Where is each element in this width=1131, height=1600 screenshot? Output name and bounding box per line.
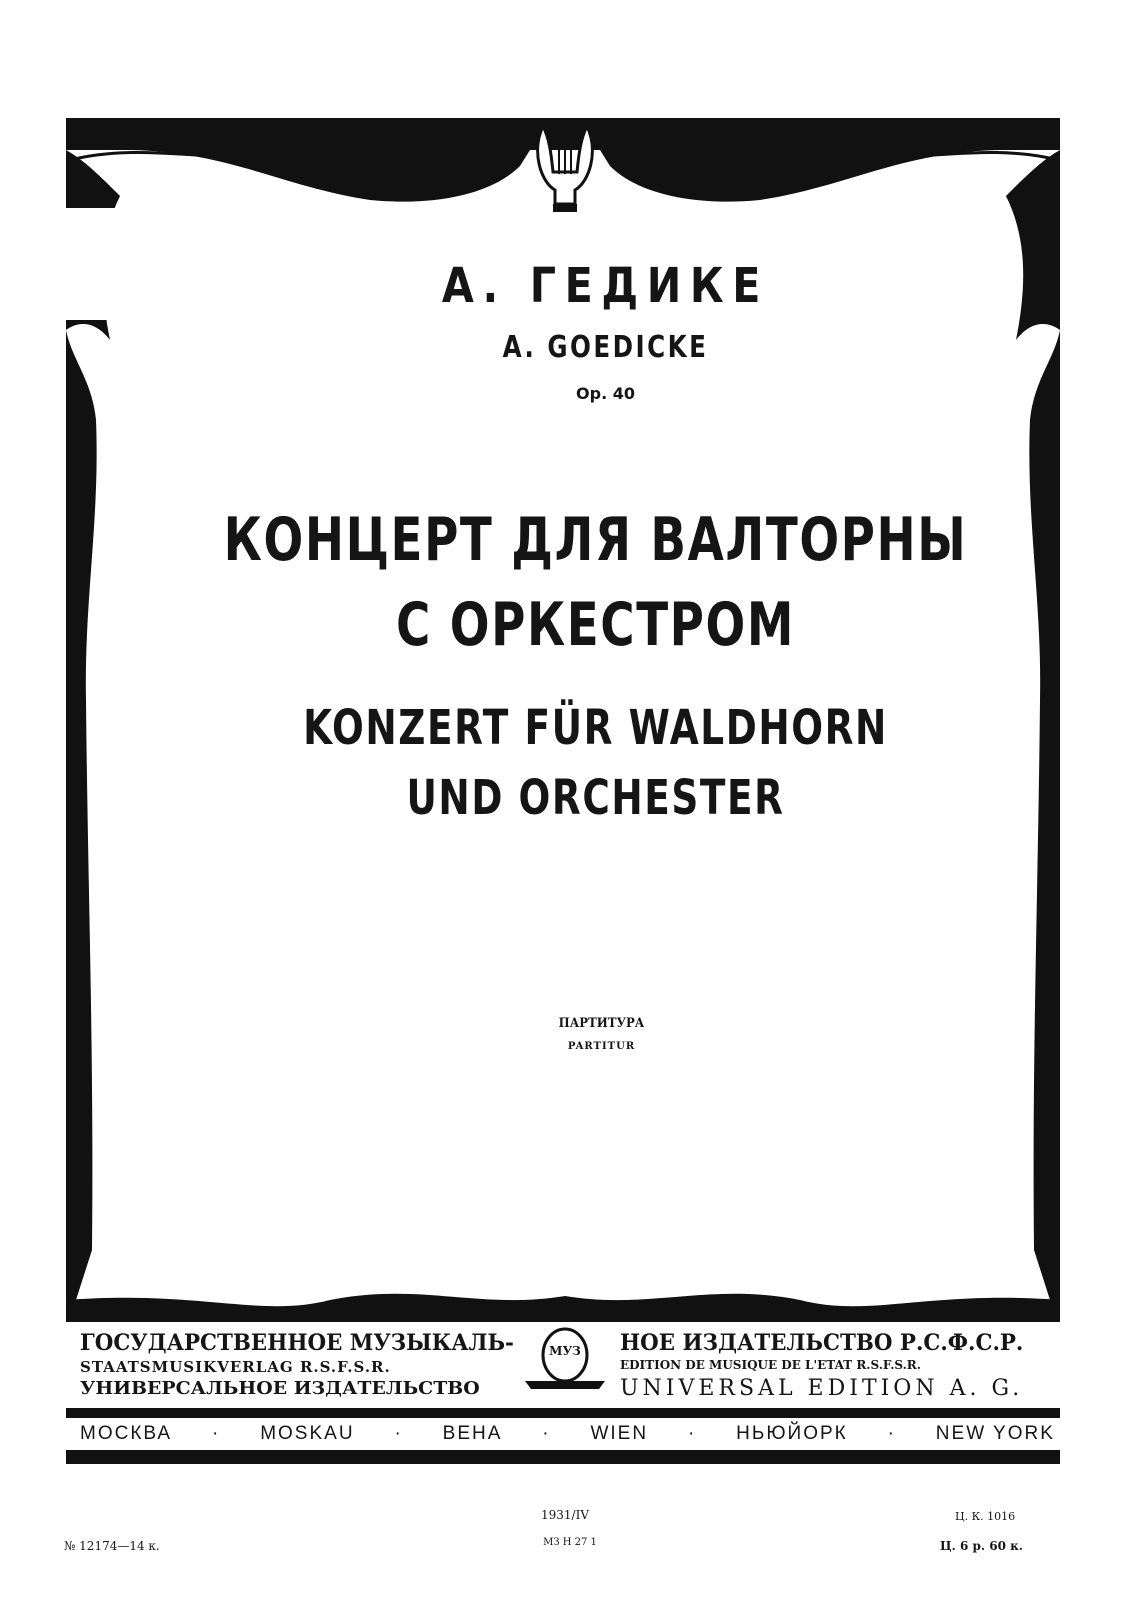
catalog-code: МЗ Н 27 1 [543,1537,597,1548]
price: Ц. 6 р. 60 к. [940,1539,1023,1553]
price-code: Ц. К. 1016 [955,1510,1016,1523]
score-label-ru: ПАРТИТУРА [558,1016,645,1031]
city-newyork-en: NEW YORK [935,1423,1055,1444]
publisher-fr-right: EDITION DE MUSIQUE DE L'ETAT R.S.F.S.R. [620,1358,921,1372]
city-moscow-ru: МОСКВА [80,1423,173,1444]
opus-number: Ор. 40 [576,384,635,403]
publisher-logo-icon [525,1329,605,1389]
publication-date: 1931/IV [541,1508,589,1522]
publisher-logo-text: МУЗ [549,1344,581,1358]
city-newyork-ru: НЬЮЙОРК [736,1423,848,1444]
publisher-ru-left: ГОСУДАРСТВЕННОЕ МУЗЫКАЛЬ- [80,1330,514,1356]
city-row: МОСКВА · MOSKAU · ВЕНА · WIEN · НЬЮЙОРК · NEW YORK [80,1423,1055,1444]
title-ru-line1: КОНЦЕРТ ДЛЯ ВАЛТОРНЫ [223,505,968,575]
title-de-line1: KONZERT FÜR WALDHORN [303,700,888,756]
universal-edition-lat: UNIVERSAL EDITION A. G. [620,1376,1024,1401]
city-moscow-de: MOSKAU [260,1423,355,1444]
lyre-icon [538,126,593,212]
composer-name-latin: A. GOEDICKE [502,330,709,365]
publisher-de-left: STAATSMUSIKVERLAG R.S.F.S.R. [80,1358,391,1376]
title-ru-line2: С ОРКЕСТРОМ [395,590,796,660]
universal-edition-ru: УНИВЕРСАЛЬНОЕ ИЗДАТЕЛЬСТВО [80,1378,480,1399]
plate-number: № 12174—14 к. [64,1539,160,1553]
publisher-ru-right: НОЕ ИЗДАТЕЛЬСТВО Р.С.Ф.С.Р. [620,1330,1024,1356]
city-vienna-de: WIEN [590,1423,649,1444]
composer-name-ru: А. ГЕДИКЕ [441,258,770,314]
city-vienna-ru: ВЕНА [442,1423,503,1444]
title-de-line2: UND ORCHESTER [406,770,785,826]
score-label-de: PARTITUR [567,1041,636,1052]
